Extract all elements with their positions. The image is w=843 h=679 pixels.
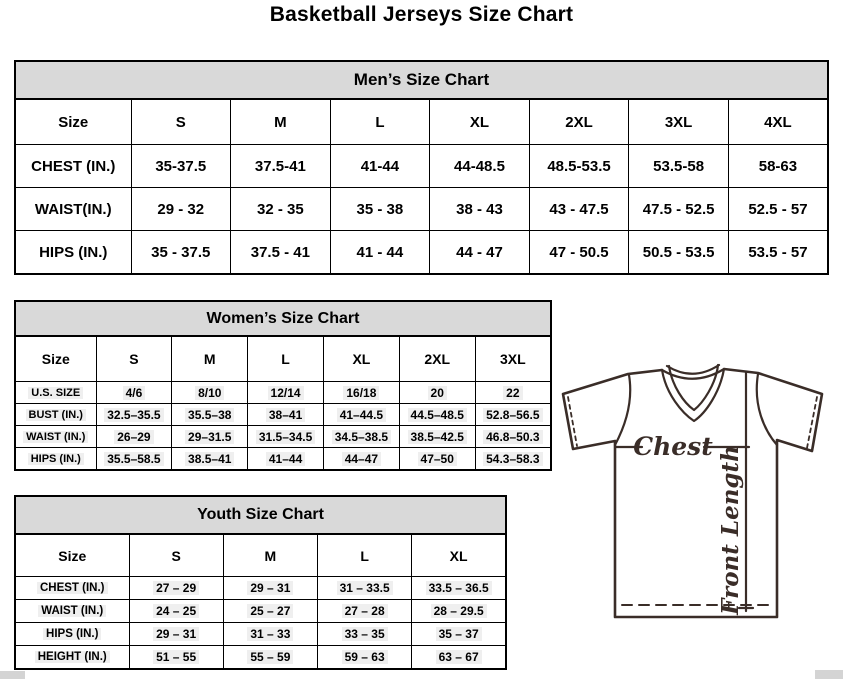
value-cell: 37.5 - 41 [231,231,331,275]
size-column-header: L [330,99,430,145]
value-cell: 52.8–56.5 [475,404,551,426]
value-cell: 35.5–38 [172,404,248,426]
value-cell: 47 - 50.5 [529,231,629,275]
front-length-label: Front Length [717,445,744,615]
size-column-header: L [318,534,412,577]
row-label: BUST (IN.) [15,404,96,426]
value-cell: 43 - 47.5 [529,188,629,231]
row-label: HIPS (IN.) [15,623,129,646]
table-row [15,646,506,670]
value-cell: 28 – 29.5 [412,600,506,623]
value-cell: 34.5–38.5 [323,426,399,448]
value-cell: 51 – 55 [129,646,223,670]
value-cell: 37.5-41 [231,145,331,188]
value-cell: 32 - 35 [231,188,331,231]
womens-size-chart-section [14,300,552,471]
value-cell: 44-48.5 [430,145,530,188]
youth-size-table [14,533,507,670]
value-cell: 4/6 [96,382,172,404]
size-column-header: Size [15,99,131,145]
value-cell: 25 – 27 [223,600,317,623]
value-cell: 29 - 32 [131,188,231,231]
size-column-header: 3XL [475,336,551,382]
value-cell: 29–31.5 [172,426,248,448]
value-cell: 38.5–42.5 [399,426,475,448]
value-cell: 35 - 38 [330,188,430,231]
value-cell: 59 – 63 [318,646,412,670]
mens-size-table [14,98,829,275]
youth-chart-title: Youth Size Chart [14,495,507,535]
page-title: Basketball Jerseys Size Chart [269,3,574,26]
youth-size-chart-section [14,495,507,670]
right-cuff-stitch-line [807,397,817,448]
size-column-header: L [248,336,324,382]
mens-chart-title: Men’s Size Chart [14,60,829,100]
value-cell: 8/10 [172,382,248,404]
womens-chart-title: Women’s Size Chart [14,300,552,337]
value-cell: 27 – 28 [318,600,412,623]
row-label: WAIST(IN.) [15,188,131,231]
table-row [15,600,506,623]
table-row [15,426,551,448]
value-cell: 41–44 [248,448,324,471]
value-cell: 58-63 [728,145,828,188]
table-row [15,231,828,275]
value-cell: 53.5-58 [629,145,729,188]
value-cell: 48.5-53.5 [529,145,629,188]
value-cell: 29 – 31 [223,577,317,600]
size-column-header: 2XL [529,99,629,145]
value-cell: 52.5 - 57 [728,188,828,231]
value-cell: 44.5–48.5 [399,404,475,426]
size-column-header: S [96,336,172,382]
chest-label: Chest [633,432,713,461]
size-column-header: XL [412,534,506,577]
value-cell: 31.5–34.5 [248,426,324,448]
row-label: WAIST (IN.) [15,426,96,448]
value-cell: 24 – 25 [129,600,223,623]
size-column-header: XL [430,99,530,145]
size-column-header: 4XL [728,99,828,145]
value-cell: 41 - 44 [330,231,430,275]
row-label: CHEST (IN.) [15,577,129,600]
womens-size-table [14,335,552,471]
value-cell: 35-37.5 [131,145,231,188]
value-cell: 41-44 [330,145,430,188]
table-row [15,448,551,471]
value-cell: 47–50 [399,448,475,471]
value-cell: 35.5–58.5 [96,448,172,471]
size-column-header: S [129,534,223,577]
table-row [15,623,506,646]
row-label: HIPS (IN.) [15,448,96,471]
size-column-header: 3XL [629,99,729,145]
value-cell: 44–47 [323,448,399,471]
table-row [15,188,828,231]
value-cell: 33.5 – 36.5 [412,577,506,600]
size-header-row [15,534,506,577]
row-label: WAIST (IN.) [15,600,129,623]
size-column-header: 2XL [399,336,475,382]
value-cell: 38 - 43 [430,188,530,231]
value-cell: 29 – 31 [129,623,223,646]
value-cell: 38.5–41 [172,448,248,471]
value-cell: 55 – 59 [223,646,317,670]
jersey-measurement-diagram [550,360,840,626]
corner-handle-left [0,671,25,679]
size-column-header: Size [15,336,96,382]
table-row [15,145,828,188]
size-column-header: M [223,534,317,577]
value-cell: 32.5–35.5 [96,404,172,426]
value-cell: 47.5 - 52.5 [629,188,729,231]
size-column-header: M [231,99,331,145]
value-cell: 22 [475,382,551,404]
value-cell: 44 - 47 [430,231,530,275]
row-label: U.S. SIZE [15,382,96,404]
corner-handle-right [815,670,843,679]
row-label: CHEST (IN.) [15,145,131,188]
value-cell: 53.5 - 57 [728,231,828,275]
table-row [15,404,551,426]
size-column-header: S [131,99,231,145]
size-column-header: Size [15,534,129,577]
value-cell: 33 – 35 [318,623,412,646]
value-cell: 27 – 29 [129,577,223,600]
value-cell: 50.5 - 53.5 [629,231,729,275]
value-cell: 35 - 37.5 [131,231,231,275]
value-cell: 31 – 33.5 [318,577,412,600]
table-row [15,382,551,404]
value-cell: 63 – 67 [412,646,506,670]
row-label: HIPS (IN.) [15,231,131,275]
jersey-outline [563,365,822,617]
value-cell: 16/18 [323,382,399,404]
value-cell: 20 [399,382,475,404]
value-cell: 46.8–50.3 [475,426,551,448]
value-cell: 38–41 [248,404,324,426]
table-row [15,577,506,600]
size-header-row [15,99,828,145]
size-column-header: XL [323,336,399,382]
mens-size-chart-section [14,60,829,275]
value-cell: 31 – 33 [223,623,317,646]
size-header-row [15,336,551,382]
left-cuff-stitch-line [568,397,577,446]
size-column-header: M [172,336,248,382]
row-label: HEIGHT (IN.) [15,646,129,670]
value-cell: 54.3–58.3 [475,448,551,471]
value-cell: 12/14 [248,382,324,404]
value-cell: 26–29 [96,426,172,448]
value-cell: 35 – 37 [412,623,506,646]
value-cell: 41–44.5 [323,404,399,426]
